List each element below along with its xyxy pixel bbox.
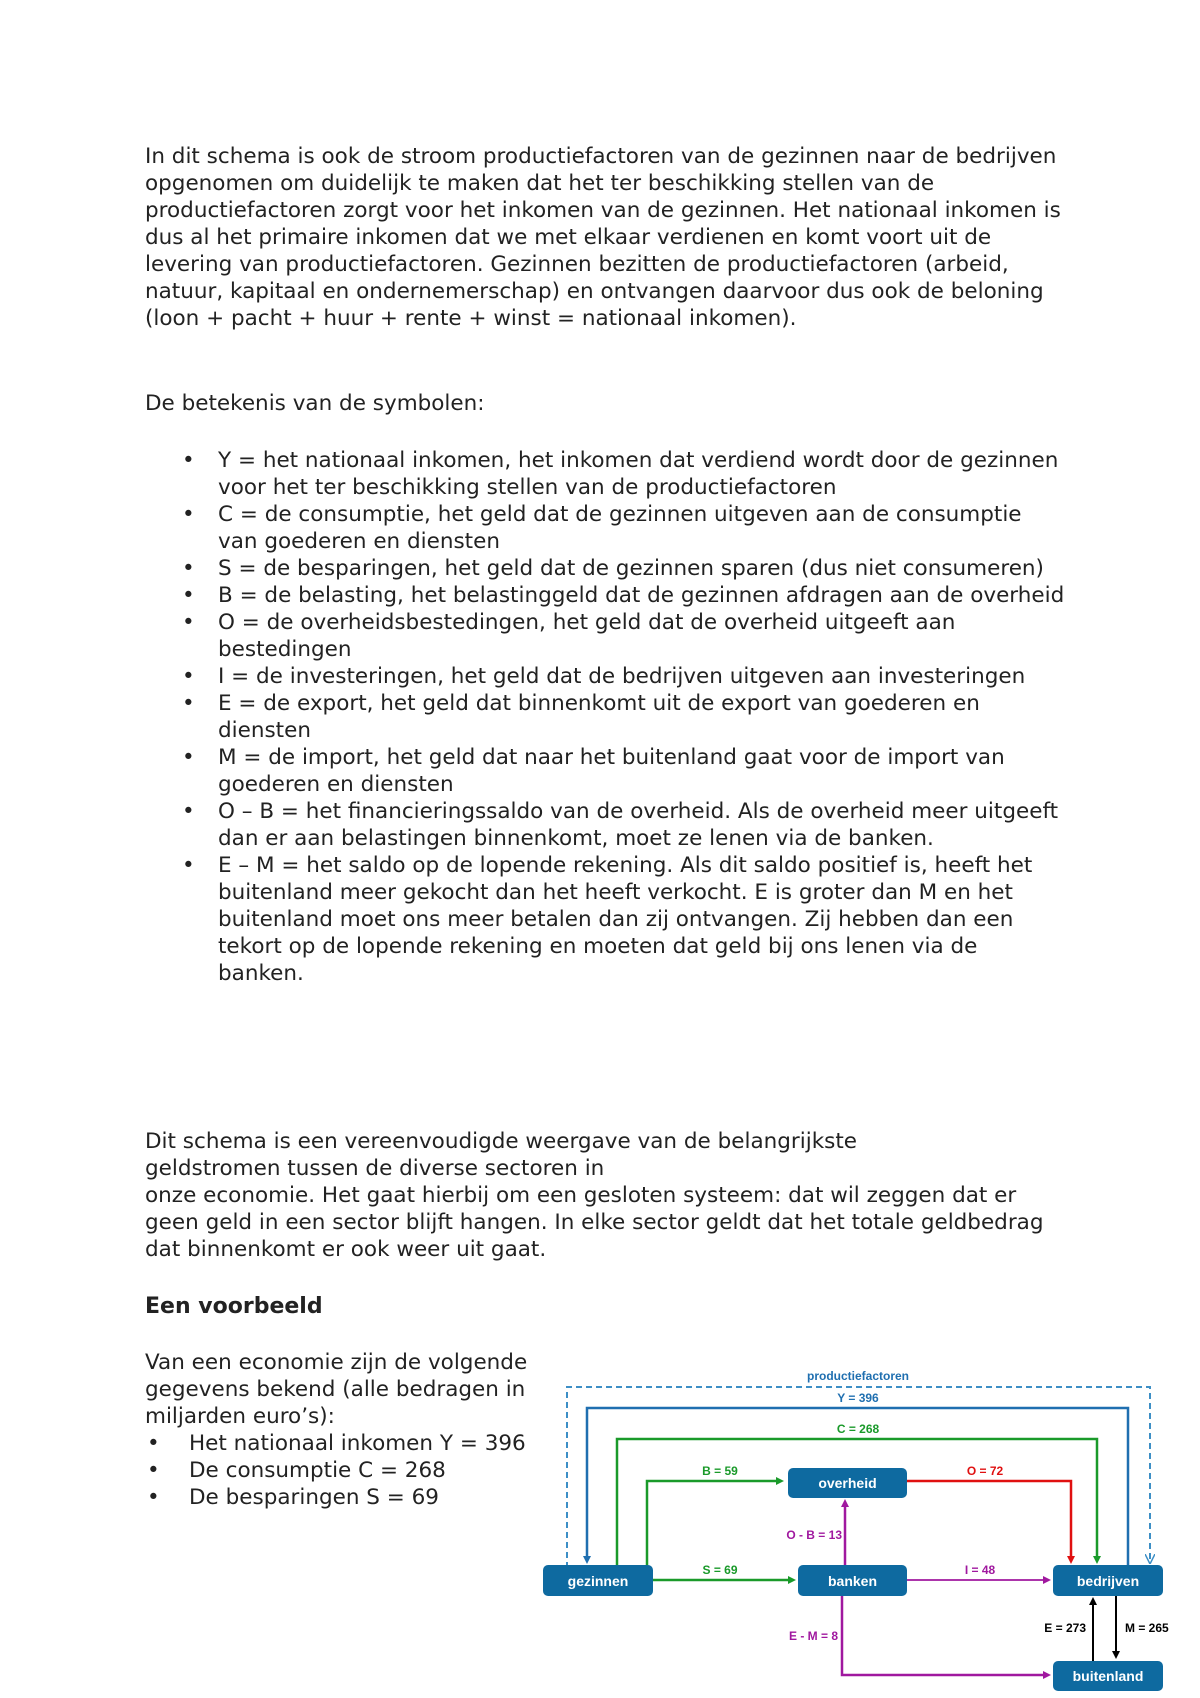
outro-line: geldstromen tussen de diverse sectoren in	[145, 1156, 605, 1181]
example-heading: Een voorbeeld	[145, 1294, 323, 1319]
node-overheid-label: overheid	[818, 1475, 877, 1491]
list-item: • M = de import, het geld dat naar het buitenland gaat voor de import van goederen en diensten	[145, 744, 1065, 798]
m-flow-label: M = 265	[1125, 1621, 1169, 1635]
b-flow-label: B = 59	[702, 1464, 738, 1478]
o-flow-label: O = 72	[966, 1464, 1004, 1478]
e-flow-label: E = 273	[1044, 1621, 1086, 1635]
e-m-flow-label: E - M = 8	[788, 1629, 838, 1643]
outro-paragraph	[145, 1128, 1075, 1263]
list-item: • O = de overheidsbestedingen, het geld dat de overheid uitgeeft aan bestedingen	[145, 609, 1065, 663]
example-block	[145, 1349, 530, 1511]
node-gezinnen	[543, 1565, 653, 1596]
example-item: • Het nationaal inkomen Y = 396	[147, 1431, 526, 1456]
outro-rest: onze economie. Het gaat hierbij om een gesloten systeem: dat wil zeggen dat er geen geld in een sector blijft hangen. In elke sector geldt dat het totale geldbedrag dat binnenkomt er ook weer uit gaat.	[145, 1183, 1044, 1262]
symbols-title: De betekenis van de symbolen:	[145, 391, 485, 416]
outro-line: Dit schema is een vereenvoudigde weergave van de belangrijkste	[145, 1129, 857, 1154]
s-flow-label: S = 69	[702, 1563, 738, 1577]
list-item: • Y = het nationaal inkomen, het inkomen dat verdiend wordt door de gezinnen voor het ter beschikking stellen van de productiefactoren	[145, 447, 1065, 501]
o-b-flow-label: O - B = 13	[786, 1528, 842, 1542]
money-flow-diagram	[540, 1355, 1180, 1695]
y-flow-label: Y = 396	[837, 1391, 879, 1405]
c-flow-label: C = 268	[836, 1422, 880, 1436]
e-m-flow-arrow	[842, 1592, 1047, 1675]
list-item: • E = de export, het geld dat binnenkomt uit de export van goederen en diensten	[145, 690, 1065, 744]
bullet-icon: •	[147, 1458, 160, 1483]
b-flow-arrow	[647, 1481, 780, 1568]
node-banken-label: banken	[827, 1573, 878, 1589]
example-item: • De besparingen S = 69	[147, 1485, 439, 1510]
node-buitenland-label: buitenland	[1072, 1668, 1144, 1684]
intro-paragraph: In dit schema is ook de stroom productiefactoren van de gezinnen naar de bedrijven opgenomen om duidelijk te maken dat het ter beschikking stellen van de productiefactoren zorgt voor het inkomen van de gezinnen. Het nationaal inkomen is dus al het primaire inkomen dat we met elkaar verdienen en komt voort uit de levering van productiefactoren. Gezinnen bezitten de productiefactoren (arbeid, natuur, kapitaal en ondernemerschap) en ontvangen daarvoor dus ook de beloning (loon + pacht + huur + rente + winst = nationaal inkomen).	[145, 144, 1061, 331]
list-item: • E – M = het saldo op de lopende rekening. Als dit saldo positief is, heeft het buitenland meer gekocht dan het heeft verkocht. E is groter dan M en het buitenland moet ons meer betalen dan zij ontvangen. Zij hebben dan een tekort op de lopende rekening en moeten dat geld bij ons lenen via de banken.	[145, 852, 1065, 987]
list-item: • B = de belasting, het belastinggeld dat de gezinnen afdragen aan de overheid	[145, 582, 1065, 609]
i-flow-label: I = 48	[964, 1563, 996, 1577]
list-item: • C = de consumptie, het geld dat de gezinnen uitgeven aan de consumptie van goederen en diensten	[145, 501, 1065, 555]
bullet-icon: •	[147, 1485, 160, 1510]
node-bedrijven-label: bedrijven	[1076, 1573, 1140, 1589]
node-overheid	[788, 1468, 907, 1498]
list-item: • O – B = het financieringssaldo van de overheid. Als de overheid meer uitgeeft dan er aan belastingen binnenkomt, moet ze lenen via de banken.	[145, 798, 1065, 852]
node-buitenland	[1053, 1661, 1163, 1691]
list-item: • I = de investeringen, het geld dat de bedrijven uitgeven aan investeringen	[145, 663, 1065, 690]
c-flow-arrow	[617, 1439, 1097, 1568]
bullet-icon: •	[147, 1431, 160, 1456]
node-banken	[798, 1565, 907, 1596]
node-bedrijven	[1053, 1565, 1163, 1596]
o-flow-arrow	[907, 1481, 1071, 1560]
node-gezinnen-label: gezinnen	[567, 1573, 629, 1589]
example-intro: Van een economie zijn de volgende gegevens bekend (alle bedragen in miljarden euro’s):	[145, 1350, 528, 1429]
symbols-list	[145, 447, 1065, 987]
productiefactoren-label: productiefactoren	[806, 1369, 910, 1383]
list-item: • S = de besparingen, het geld dat de gezinnen sparen (dus niet consumeren)	[145, 555, 1065, 582]
example-item: • De consumptie C = 268	[147, 1458, 446, 1483]
